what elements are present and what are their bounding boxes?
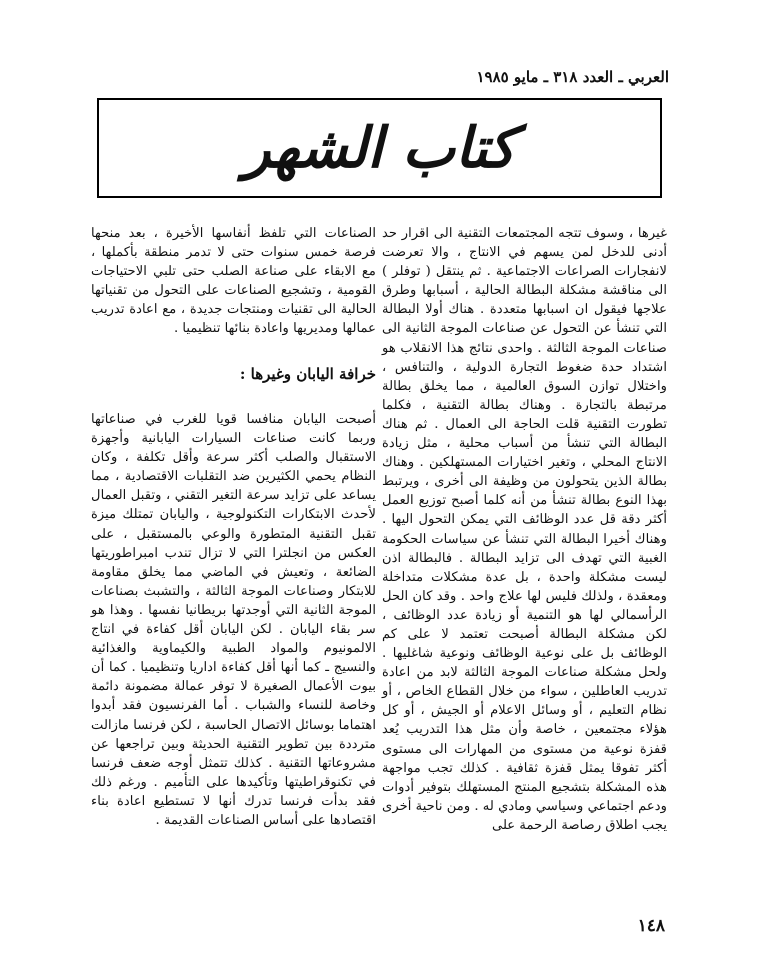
page-number: ١٤٨ [637, 916, 665, 936]
left-column-top [91, 224, 376, 339]
banner-title: كتاب الشهر [243, 115, 516, 181]
section-heading: خرافة اليابان وغيرها : [239, 365, 376, 383]
left-column-bottom [91, 410, 376, 830]
left-column-top-text: الصناعات التي تلفظ أنفاسها الأخيرة ، بعد منحها فرصة خمس سنوات حتى لا تدمر منطقة بأكملها ، مع الابقاء على صناعة الصلب حتى تلبي الاحتياجات القومية ، وتشجيع الصناعات على التحول من تقنياتها الحالية الى تقنيات ومنتجات جديدة ، مع اعادة تدريب عمالها ومديريها واعادة بنائها تنظيميا . [91, 226, 376, 337]
right-column [382, 224, 667, 835]
section-banner [97, 98, 662, 198]
left-column-bottom-text: أصبحت اليابان منافسا قويا للغرب في صناعاتها وربما كانت صناعات السيارات اليابانية وأجهزة الاستقبال والصلب أكثر سرعة وأقل تكلفة ، وكان النظام يحمي الكثيرين ضد التقلبات الاقتصادية ، مما يساعد على تزايد سرعة التغير التقني ، وتقبل العمال لأحدث الابتكارات التكنولوجية ، واليابان تمتلك ميزة تقبل التقنية المتطورة والوعي بالمستقبل ، على العكس من انجلترا التي لا تزال تندب امبراطوريتها الضائعة ، وتعيش في الماضي مما يخلق مقاومة للابتكار وصناعات الموجة الثالثة ، والتشبث بصناعات الموجة الثانية التي أوجدتها بريطانيا نفسها . وهذا هو سر بقاء اليابان . لكن اليابان أقل كفاءة في انتاج الالمونيوم والمواد الطبية والكيماوية والغذائية والنسيج ـ كما أنها أقل كفاءة اداريا وتنظيميا . كما أن بيوت الأعمال الصغيرة لا توفر عمالة مضمونة دائمة وخاصة للنساء والشباب . أما الفرنسيون فقد أبدوا اهتماما بوسائل الاتصال الحاسبة ، لكن فرنسا مازالت مترددة بين تطوير التقنية الحديثة وبين تراجعها عن مشروعاتها التقنية . كذلك تتمثل أوجه ضعف فرنسا في تكنوقراطيتها وتأكيدها على التأميم . ورغم ذلك فقد بدأت فرنسا تدرك أنها لا تستطيع اعادة بناء اقتصادها على أساس الصناعات القديمة . [91, 412, 376, 828]
right-column-text: غيرها ، وسوف تتجه المجتمعات التقنية الى اقرار حد أدنى للدخل لمن يسهم في الانتاج ، والا تعرضت لانفجارات الصراعات الاجتماعية . ثم ينتقل ( توفلر ) الى مناقشة مشكلة البطالة الحالية ، أسبابها وطرق علاجها فيقول ان اسبابها متعددة . هناك أولا البطالة التي تنشأ عن التحول عن صناعات الموجة الثانية الى صناعات الموجة الثالثة . واحدى نتائج هذا الانقلاب هو اشتداد حدة ضغوط التجارة الدولية ، والتنافس ، واختلال توازن السوق العالمية ، مما يخلق بطالة مرتبطة بالتجارة . وهناك بطالة التقنية ، فكلما تطورت التقنية قلت الحاجة الى العمال . ثم هناك البطالة التي تنشأ من أسباب محلية ، مثل زيادة الانتاج المحلي ، وتغير اختيارات المستهلكين . وهناك بطالة الذين يتحولون من وظيفة الى أخرى ، ويرتبط بهذا النوع بطالة تنشأ من أنه كلما أصبح توزيع العمل أكثر دقة قل عدد الوظائف التي يمكن التحول اليها . وهناك أخيرا البطالة التي تنشأ عن سياسات الحكومة الغبية التي تهدف الى تزايد البطالة . فالبطالة اذن ليست مشكلة واحدة ، بل عدة مشكلات متداخلة ومعقدة ، ولذلك فليس لها علاج واحد . وقد كان الحل الرأسمالي لها هو التنمية أو زيادة عدد الوظائف ، لكن مشكلة البطالة أصبحت تعتمد لا على كم الوظائف بل على نوعية الوظائف ونوعية شاغليها . ولحل مشكلة صناعات الموجة الثالثة لابد من اعادة تدريب العاطلين ، سواء من خلال القطاع الخاص ، أو نظام التعليم ، أو وسائل الاعلام أو الجيش ، أو كل هؤلاء مجتمعين ، خاصة وأن مثل هذا التدريب يُعد قفزة نوعية من مستوى من المهارات الى مستوى أكثر تفوقا يمثل قفزة ثقافية . كذلك تجب مواجهة هذه المشكلة بتشجيع المنتج المستهلك بتوفير أدوات ودعم اجتماعي وسياسي ومادي له . ومن ناحية أخرى يجب اطلاق رصاصة الرحمة على [382, 226, 667, 833]
running-head: العربي ـ العدد ٣١٨ ـ مايو ١٩٨٥ [476, 68, 669, 86]
